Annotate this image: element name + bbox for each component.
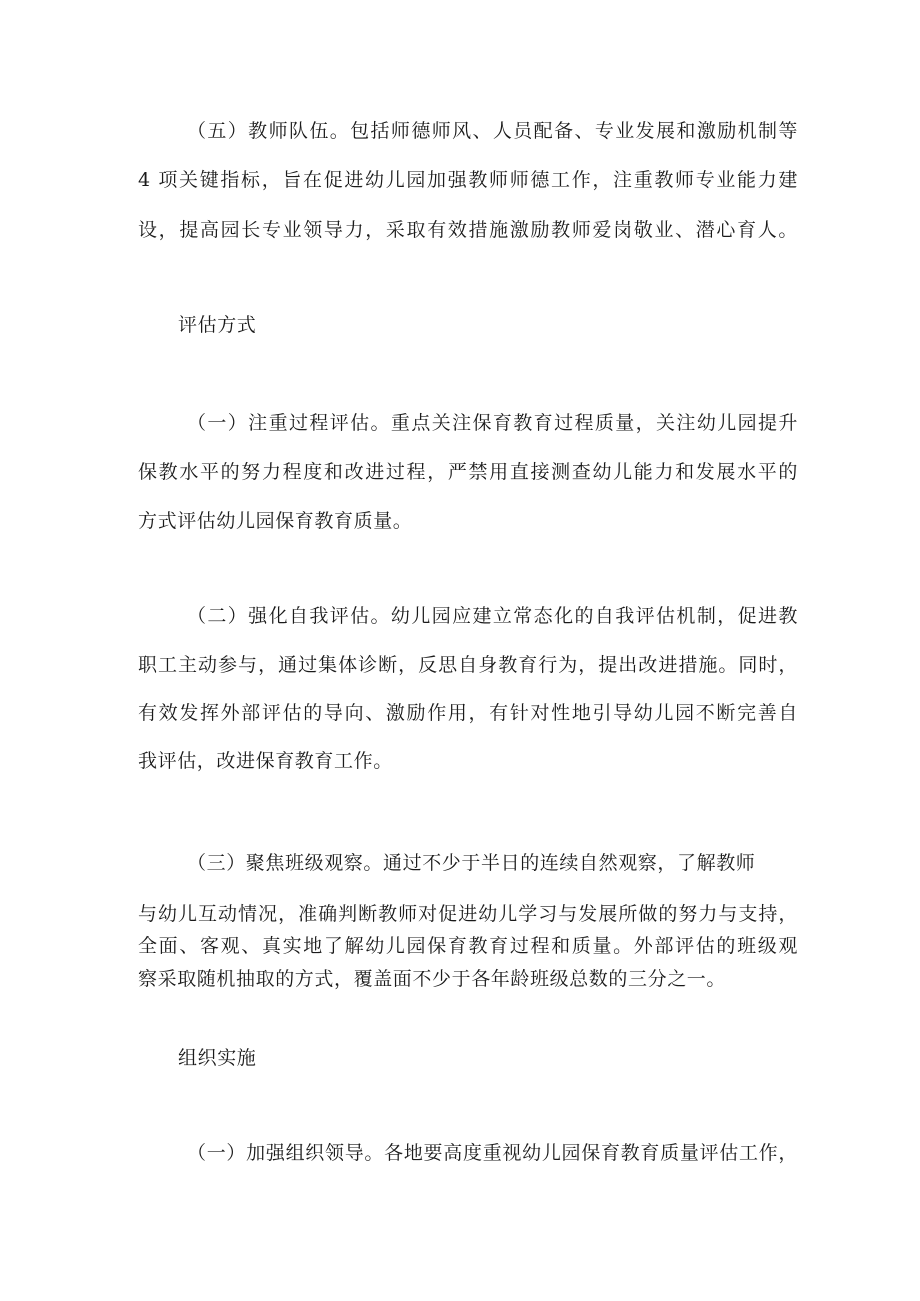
paragraph-method-2-line-2: 职工主动参与，通过集体诊断，反思自身教育行为，提出改进措施。同时， (138, 654, 798, 676)
paragraph-method-3-line-4: 察采取随机抽取的方式，覆盖面不少于各年龄班级总数的三分之一。 (138, 968, 727, 990)
paragraph-teachers-line-1: （五）教师队伍。包括师德师风、人员配备、专业发展和激励机制等 (187, 120, 798, 142)
paragraph-implementation-1-line-1: （一）加强组织领导。各地要高度重视幼儿园保育教育质量评估工作， (187, 1142, 798, 1164)
paragraph-method-1-line-3: 方式评估幼儿园保育教育质量。 (138, 510, 413, 532)
paragraph-method-2-line-4: 我评估，改进保育教育工作。 (138, 750, 393, 772)
paragraph-method-1-line-2: 保教水平的努力程度和改进过程，严禁用直接测查幼儿能力和发展水平的 (138, 461, 798, 483)
paragraph-method-2-line-1: （二）强化自我评估。幼儿园应建立常态化的自我评估机制，促进教 (187, 605, 798, 627)
heading-implementation: 组织实施 (178, 1047, 257, 1069)
paragraph-teachers-line-3: 设，提高园长专业领导力，采取有效措施激励教师爱岗敬业、潜心育人。 (138, 219, 798, 241)
paragraph-method-3-line-3: 全面、客观、真实地了解幼儿园保育教育过程和质量。外部评估的班级观 (138, 935, 798, 957)
paragraph-method-2-line-3: 有效发挥外部评估的导向、激励作用，有针对性地引导幼儿园不断完善自 (138, 702, 798, 724)
paragraph-method-3-line-1: （三）聚焦班级观察。通过不少于半日的连续自然观察，了解教师 (187, 852, 756, 874)
heading-evaluation-method: 评估方式 (178, 314, 257, 336)
paragraph-teachers-line-2: 4 项关键指标，旨在促进幼儿园加强教师师德工作，注重教师专业能力建 (138, 169, 798, 191)
paragraph-method-1-line-1: （一）注重过程评估。重点关注保育教育过程质量，关注幼儿园提升 (187, 412, 798, 434)
paragraph-method-3-line-2: 与幼儿互动情况，准确判断教师对促进幼儿学习与发展所做的努力与支持， (138, 903, 798, 925)
